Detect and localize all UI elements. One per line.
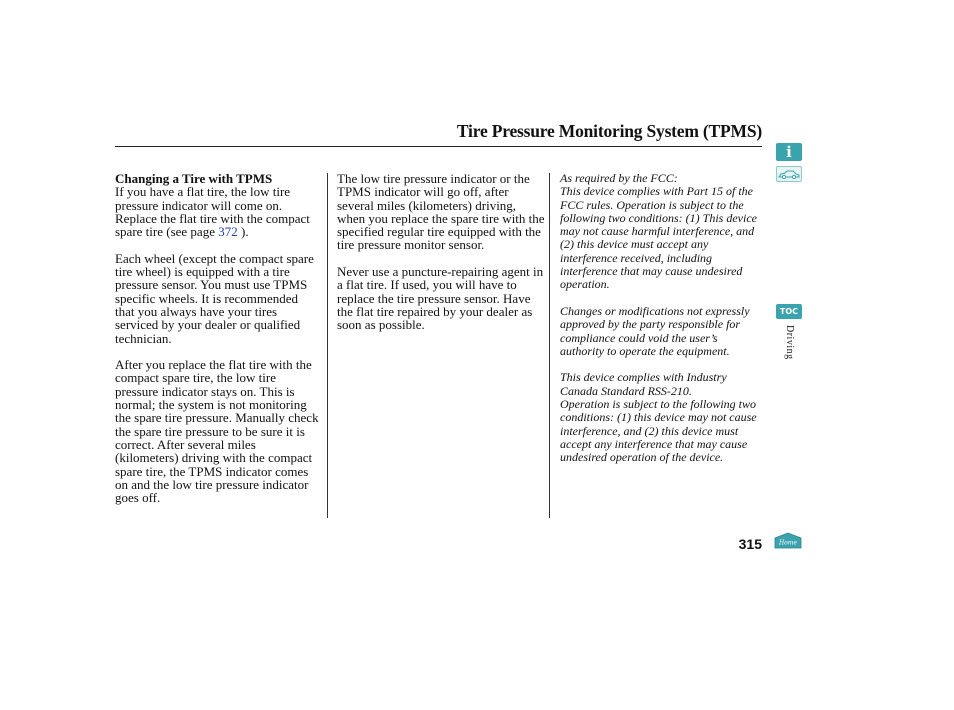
toc-button[interactable] — [776, 304, 802, 319]
home-icon — [774, 532, 802, 549]
paragraph-modifications: Changes or modifications not expressly approved by the party responsible for compliance could void the user’s authority to operate the equipment. — [560, 303, 750, 358]
paragraph-text-end: ). — [237, 224, 249, 240]
page-number: 315 — [738, 536, 762, 552]
column-divider — [549, 173, 550, 518]
column-1 — [115, 172, 320, 518]
paragraph-fcc — [560, 172, 764, 292]
fcc-text: This device complies with Part 15 of the FCC rules. Operation is subject to the following two conditions: (1) This device may not cause harmful interference, and (2) this device must accept any interference received, including interference that may cause undesired operation. — [560, 184, 757, 292]
home-label: Home — [778, 539, 798, 547]
section-heading: Changing a Tire with TPMS — [115, 171, 273, 186]
paragraph-indicator-off: The low tire pressure indicator or the TPMS indicator will go off, after several miles (kilometers) driving, when you replace the spare tire with the specified regular tire equipped with the tire pressure monitor sensor. — [337, 171, 545, 253]
page-title: Tire Pressure Monitoring System (TPMS) — [456, 121, 762, 141]
home-button[interactable] — [774, 532, 802, 549]
car-icon — [778, 169, 800, 179]
ic-text: Operation is subject to the following two conditions: (1) this device may not cause interference, and (2) this device must accept any interference that may cause undesired operation of the device. — [560, 397, 757, 465]
fcc-intro: As required by the FCC: — [560, 171, 678, 185]
paragraph-industry-canada — [560, 371, 764, 464]
section-tab-label: Driving — [784, 325, 795, 360]
section-paragraph-1 — [115, 172, 320, 238]
vehicle-button[interactable] — [776, 166, 802, 182]
paragraph-wheel-sensor: Each wheel (except the compact spare tire wheel) is equipped with a tire pressure sensor. You must use TPMS specific wheels. It is recommended that you always have your tires serviced by your dealer or qualified technician. — [115, 250, 314, 346]
toc-label: TOC — [779, 307, 799, 316]
info-icon: i — [786, 142, 792, 161]
paragraph-text: If you have a flat tire, the low tire pressure indicator will come on. Replace the flat tire with the compact spare tire (see page — [115, 184, 310, 240]
ic-intro: This device complies with Industry Canada Standard RSS-210. — [560, 370, 727, 398]
paragraph-after-replace: After you replace the flat tire with the compact spare tire, the low tire pressure indicator stays on. This is normal; the system is not monitoring the spare tire pressure. Manually check the spare tire pressure to be sure it is correct. After several miles (kilometers) driving with the compact spare tire, the TPMS indicator comes on and the low tire pressure indicator goes off. — [115, 357, 319, 506]
page-link-372[interactable]: 372 — [218, 224, 238, 240]
title-rule — [115, 146, 762, 147]
paragraph-puncture-agent: Never use a puncture-repairing agent in a flat tire. If used, you will have to replace the tire pressure sensor. Have the flat tire repaired by your dealer as soon as possible. — [337, 264, 544, 333]
column-3 — [560, 172, 764, 478]
column-divider — [327, 173, 328, 518]
info-button[interactable] — [776, 143, 802, 161]
column-2 — [337, 172, 547, 345]
